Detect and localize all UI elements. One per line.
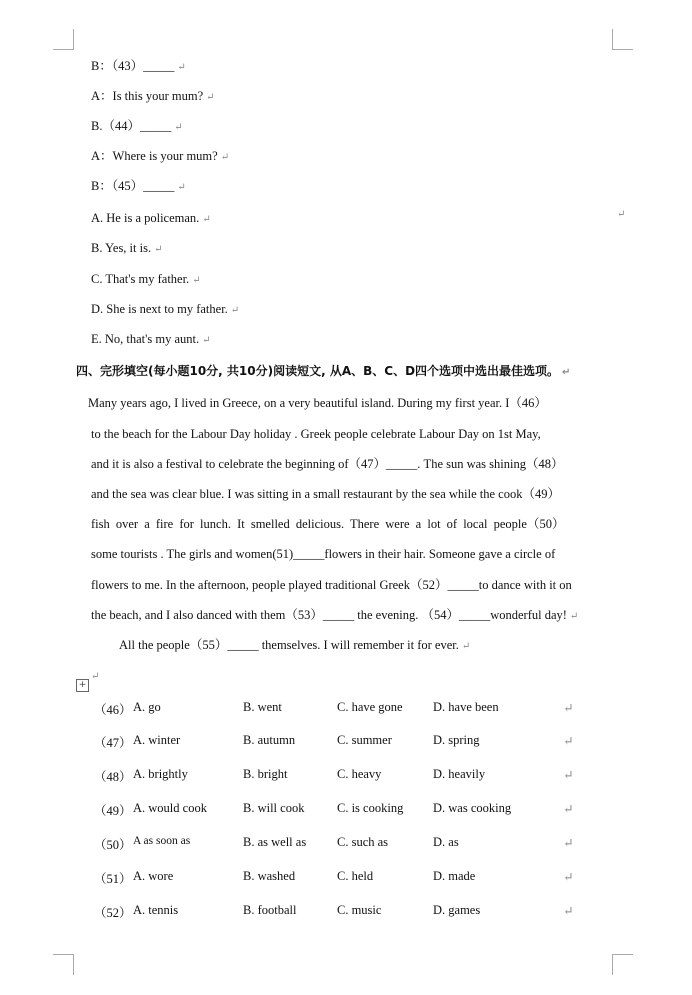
option-number: （47） xyxy=(94,736,132,750)
return-mark-icon: ↵ xyxy=(202,214,211,225)
dialogue-line xyxy=(91,118,183,136)
return-mark-icon: ↵ xyxy=(177,182,186,193)
table-row xyxy=(0,801,692,819)
passage-line xyxy=(91,607,578,625)
option-d: D. heavily xyxy=(433,767,486,781)
choice-text: E. No, that's my aunt. xyxy=(91,332,200,346)
table-row xyxy=(0,700,692,718)
choice-item xyxy=(91,301,239,319)
return-mark-icon: ↵ xyxy=(230,305,240,316)
choice-item xyxy=(91,210,211,228)
return-mark-icon: ↵ xyxy=(220,152,230,163)
return-mark-icon: ↵ xyxy=(202,335,211,346)
dialogue-text: Is this your mum? xyxy=(112,89,204,103)
crop-mark-top-left xyxy=(53,29,74,50)
option-a: A. winter xyxy=(133,733,181,747)
return-mark-icon: ↵ xyxy=(563,870,574,884)
dialogue-line xyxy=(91,88,215,106)
option-a: A as soon as xyxy=(133,835,191,847)
passage-line: to the beach for the Labour Day holiday . Greek people celebrate Labour Day on 1st May, xyxy=(91,427,541,441)
dialogue-text: （44）_____ xyxy=(102,119,172,133)
crop-mark-bottom-left xyxy=(53,954,74,975)
option-number: （52） xyxy=(94,906,132,920)
option-b: B. football xyxy=(243,903,297,917)
passage-line: Many years ago, I lived in Greece, on a very beautiful island. During my first year. I（46） xyxy=(88,396,547,410)
passage-line: and the sea was clear blue. I was sitting in a small restaurant by the sea while the cook（49） xyxy=(91,487,560,501)
dialogue-line xyxy=(91,58,186,76)
return-mark-icon: ↵ xyxy=(563,836,574,850)
option-a: A. would cook xyxy=(133,801,207,815)
crop-mark-top-right xyxy=(612,29,633,50)
crop-mark-bottom-right xyxy=(612,954,633,975)
option-d: D. games xyxy=(433,903,481,917)
speaker: B： xyxy=(91,179,112,193)
return-mark-icon: ↵ xyxy=(569,611,579,622)
table-row xyxy=(0,767,692,785)
option-c: C. summer xyxy=(337,733,392,747)
choice-text: A. He is a policeman. xyxy=(91,211,200,225)
speaker: A： xyxy=(91,89,113,103)
passage-line xyxy=(119,637,470,655)
dialogue-text: Where is your mum? xyxy=(112,149,218,163)
return-mark-icon: ↵ xyxy=(563,802,574,816)
choice-text: B. Yes, it is. xyxy=(91,241,152,255)
dialogue-text: （45）_____ xyxy=(111,179,175,193)
dialogue-line xyxy=(91,178,186,196)
passage-line: some tourists . The girls and women(51)_____flowers in their hair. Someone gave a circle of xyxy=(91,547,556,561)
return-mark-icon: ↵ xyxy=(206,92,215,103)
option-number: （49） xyxy=(94,804,132,818)
option-b: B. autumn xyxy=(243,733,296,747)
choice-item xyxy=(91,331,211,349)
option-c: C. music xyxy=(337,903,382,917)
option-b: B. washed xyxy=(243,869,296,883)
option-a: A. wore xyxy=(133,869,174,883)
option-c: C. have gone xyxy=(337,700,403,714)
passage-line: fish over a fire for lunch. It smelled delicious. There were a lot of local people（50） xyxy=(91,517,565,531)
return-mark-icon: ↵ xyxy=(461,641,471,652)
table-row xyxy=(0,733,692,751)
option-b: B. bright xyxy=(243,767,288,781)
section-heading xyxy=(76,363,570,381)
return-mark-icon: ↵ xyxy=(174,122,183,133)
option-a: A. brightly xyxy=(133,767,188,781)
return-mark-icon: ↵ xyxy=(563,768,574,782)
table-row xyxy=(0,903,692,921)
choice-item xyxy=(91,240,163,258)
choice-item xyxy=(91,271,201,289)
passage-line: and it is also a festival to celebrate the beginning of（47）_____. The sun was shining（48） xyxy=(91,457,564,471)
option-d: D. spring xyxy=(433,733,480,747)
return-mark-icon: ↵ xyxy=(91,671,100,682)
option-number: （48） xyxy=(94,770,132,784)
table-row xyxy=(0,869,692,887)
option-c: C. held xyxy=(337,869,374,883)
option-d: D. was cooking xyxy=(433,801,512,815)
option-number: （50） xyxy=(94,838,132,852)
option-number: （46） xyxy=(94,703,132,717)
speaker: A： xyxy=(91,149,113,163)
option-c: C. heavy xyxy=(337,767,382,781)
option-d: D. as xyxy=(433,835,459,849)
speaker: B： xyxy=(91,59,112,73)
passage-text: the beach, and I also danced with them（53）_____ the evening. （54）_____wonderful day! xyxy=(91,608,567,622)
option-c: C. such as xyxy=(337,835,389,849)
return-mark-icon: ↵ xyxy=(617,209,626,220)
option-b: B. went xyxy=(243,700,282,714)
option-a: A. go xyxy=(133,700,161,714)
dialogue-line xyxy=(91,148,229,166)
passage-text: All the people（55）_____ themselves. I will remember it for ever. xyxy=(119,638,459,652)
return-mark-icon: ↵ xyxy=(192,275,201,286)
return-mark-icon: ↵ xyxy=(563,904,574,918)
return-mark-icon: ↵ xyxy=(177,62,186,73)
option-a: A. tennis xyxy=(133,903,179,917)
option-b: B. as well as xyxy=(243,835,307,849)
option-d: D. made xyxy=(433,869,476,883)
return-mark-icon: ↵ xyxy=(154,244,163,255)
return-mark-icon: ↵ xyxy=(563,701,574,715)
table-row xyxy=(0,835,692,853)
option-b: B. will cook xyxy=(243,801,305,815)
option-number: （51） xyxy=(94,872,132,886)
return-mark-icon: ↵ xyxy=(562,367,571,378)
return-mark-icon: ↵ xyxy=(563,734,574,748)
option-d: D. have been xyxy=(433,700,499,714)
choice-text: D. She is next to my father. xyxy=(91,302,228,316)
passage-line: flowers to me. In the afternoon, people played traditional Greek（52）_____to dance with it on xyxy=(91,578,572,592)
option-c: C. is cooking xyxy=(337,801,404,815)
table-move-handle-icon[interactable]: + xyxy=(76,679,89,692)
choice-text: C. That's my father. xyxy=(91,272,190,286)
dialogue-text: （43）_____ xyxy=(111,59,175,73)
speaker: B. xyxy=(91,119,103,133)
section-heading-text: 四、完形填空(每小题10分, 共10分)阅读短文, 从A、B、C、D四个选项中选出最佳选项。 xyxy=(76,364,560,378)
